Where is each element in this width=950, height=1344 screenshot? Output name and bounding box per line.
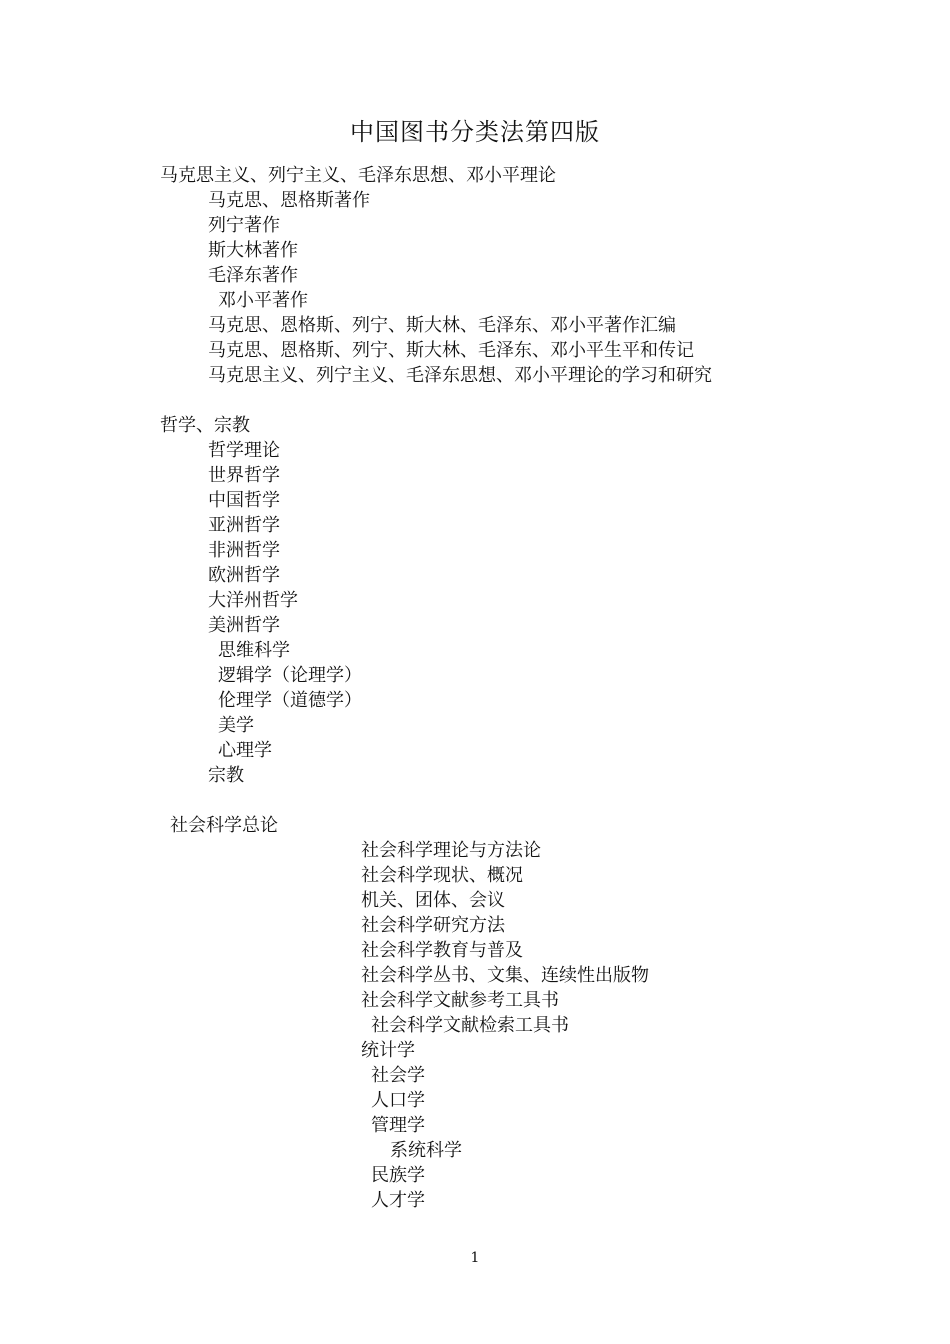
list-item: 社会科学现状、概况: [361, 865, 523, 886]
list-item: 美学: [218, 715, 254, 736]
section-heading-social-science: 社会科学总论: [170, 815, 278, 836]
list-item: 美洲哲学: [208, 615, 280, 636]
list-item: 中国哲学: [208, 490, 280, 511]
list-item: 社会科学研究方法: [361, 915, 505, 936]
list-item: 统计学: [361, 1040, 415, 1061]
list-item: 人口学: [371, 1090, 425, 1111]
list-item: 思维科学: [218, 640, 290, 661]
list-item: 人才学: [371, 1190, 425, 1211]
list-item: 马克思、恩格斯、列宁、斯大林、毛泽东、邓小平著作汇编: [208, 315, 676, 336]
list-item: 管理学: [371, 1115, 425, 1136]
list-item: 欧洲哲学: [208, 565, 280, 586]
list-item: 非洲哲学: [208, 540, 280, 561]
list-item: 马克思、恩格斯、列宁、斯大林、毛泽东、邓小平生平和传记: [208, 340, 694, 361]
page-number: 1: [470, 1250, 480, 1266]
list-item: 社会科学丛书、文集、连续性出版物: [361, 965, 649, 986]
list-item: 马克思、恩格斯著作: [208, 190, 370, 211]
list-item: 社会科学教育与普及: [361, 940, 523, 961]
list-item: 心理学: [218, 740, 272, 761]
section-heading-marxism: 马克思主义、列宁主义、毛泽东思想、邓小平理论: [160, 165, 556, 186]
list-item: 斯大林著作: [208, 240, 298, 261]
list-item: 社会科学文献参考工具书: [361, 990, 559, 1011]
list-item: 大洋州哲学: [208, 590, 298, 611]
list-item: 机关、团体、会议: [361, 890, 505, 911]
list-item: 宗教: [208, 765, 244, 786]
document-title: 中国图书分类法第四版: [350, 118, 600, 146]
list-item: 民族学: [371, 1165, 425, 1186]
list-item: 社会科学理论与方法论: [361, 840, 541, 861]
list-item: 邓小平著作: [218, 290, 308, 311]
list-item: 社会科学文献检索工具书: [371, 1015, 569, 1036]
list-item: 列宁著作: [208, 215, 280, 236]
list-item: 哲学理论: [208, 440, 280, 461]
list-item: 系统科学: [390, 1140, 462, 1161]
list-item: 毛泽东著作: [208, 265, 298, 286]
list-item: 亚洲哲学: [208, 515, 280, 536]
list-item: 世界哲学: [208, 465, 280, 486]
list-item: 马克思主义、列宁主义、毛泽东思想、邓小平理论的学习和研究: [208, 365, 712, 386]
section-heading-philosophy: 哲学、宗教: [160, 415, 250, 436]
list-item: 伦理学（道德学）: [218, 690, 362, 711]
list-item: 逻辑学（论理学）: [218, 665, 362, 686]
list-item: 社会学: [371, 1065, 425, 1086]
